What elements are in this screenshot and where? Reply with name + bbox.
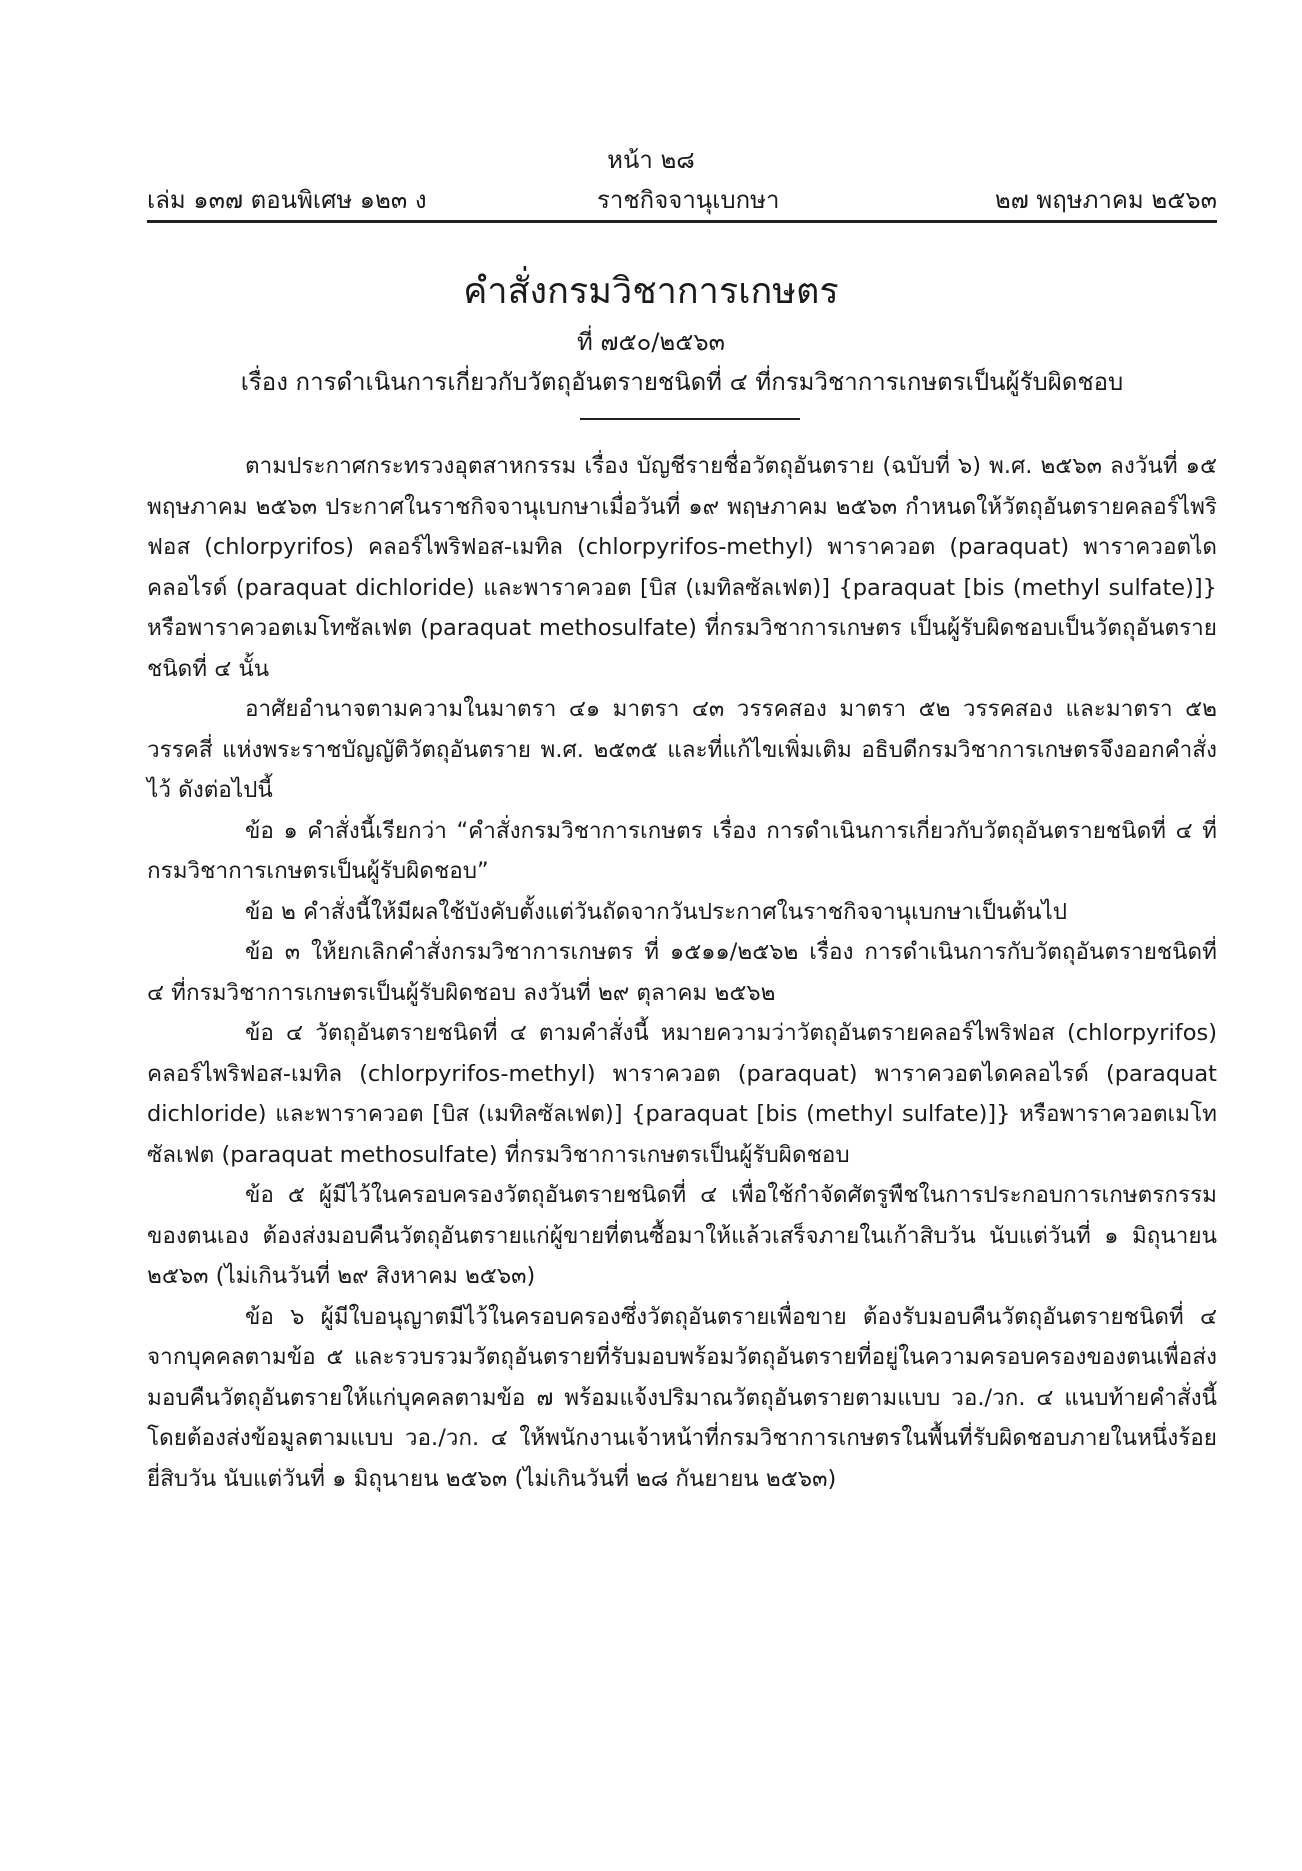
order-number: ที่ ๗๕๐/๒๕๖๓ — [576, 328, 726, 356]
publication-name: ราชกิจจานุเบกษา — [597, 186, 780, 214]
page-number: หน้า ๒๘ — [607, 146, 695, 174]
clause-1: ข้อ ๑ คำสั่งนี้เรียกว่า “คำสั่งกรมวิชาการเกษตร เรื่อง การดำเนินการเกี่ยวกับวัตถุอันตรายชนิดที่ ๔ ที่กรมวิชาการเกษตรเป็นผู้รับผิดชอบ” — [147, 817, 1217, 884]
publication-date: ๒๗ พฤษภาคม ๒๕๖๓ — [994, 186, 1217, 214]
clause-5: ข้อ ๕ ผู้มีไว้ในครอบครองวัตถุอันตรายชนิดที่ ๔ เพื่อใช้กำจัดศัตรูพืชในการประกอบการเกษตรกรรมของตนเอง ต้องส่งมอบคืนวัตถุอันตรายแก่ผู้ขายที่ตนซื้อมาให้แล้วเสร็จภายในเก้าสิบวัน นับแต่วันที่ ๑ มิถุนายน ๒๕๖๓ (ไม่เกินวันที่ ๒๙ สิงหาคม ๒๕๖๓) — [147, 1182, 1217, 1289]
volume-issue: เล่ม ๑๓๗ ตอนพิเศษ ๑๒๓ ง — [147, 186, 427, 214]
paragraph-preamble: ตามประกาศกระทรวงอุตสาหกรรม เรื่อง บัญชีรายชื่อวัตถุอันตราย (ฉบับที่ ๖) พ.ศ. ๒๕๖๓ ลงวันที่ ๑๕ พฤษภาคม ๒๕๖๓ ประกาศในราชกิจจานุเบกษาเมื่อวันที่ ๑๙ พฤษภาคม ๒๕๖๓ กำหนดให้วัตถุอันตรายคลอร์ไพริฟอส (chlorpyrifos) คลอร์ไพริฟอส-เมทิล (chlorpyrifos-methyl) พาราควอต (paraquat) พาราควอตไดคลอไรด์ (paraquat dichloride) และพาราควอต [บิส (เมทิลซัลเฟต)] {paraquat [bis (methyl sulfate)]} หรือพาราควอตเมโทซัลเฟต (paraquat methosulfate) ที่กรมวิชาการเกษตร เป็นผู้รับผิดชอบเป็นวัตถุอันตรายชนิดที่ ๔ นั้น — [147, 453, 1217, 682]
document-body — [147, 446, 1217, 1499]
clause-4: ข้อ ๔ วัตถุอันตรายชนิดที่ ๔ ตามคำสั่งนี้ หมายความว่าวัตถุอันตรายคลอร์ไพริฟอส (chlorpyrifos) คลอร์ไพริฟอส-เมทิล (chlorpyrifos-methyl) พาราควอต (paraquat) พาราควอตไดคลอไรด์ (paraquat dichloride) และพาราควอต [บิส (เมทิลซัลเฟต)] {paraquat [bis (methyl sulfate)]} หรือพาราควอตเมโทซัลเฟต (paraquat methosulfate) ที่กรมวิชาการเกษตรเป็นผู้รับผิดชอบ — [147, 1020, 1217, 1168]
gazette-header — [147, 180, 1217, 214]
document-title: คำสั่งกรมวิชาการเกษตร — [463, 271, 839, 312]
order-subject: เรื่อง การดำเนินการเกี่ยวกับวัตถุอันตรายชนิดที่ ๔ ที่กรมวิชาการเกษตรเป็นผู้รับผิดชอบ — [240, 368, 1124, 396]
title-divider — [580, 418, 800, 420]
header-divider — [147, 220, 1217, 223]
clause-3: ข้อ ๓ ให้ยกเลิกคำสั่งกรมวิชาการเกษตร ที่ ๑๕๑๑/๒๕๖๒ เรื่อง การดำเนินการกับวัตถุอันตรายชนิดที่ ๔ ที่กรมวิชาการเกษตรเป็นผู้รับผิดชอบ ลงวันที่ ๒๙ ตุลาคม ๒๕๖๒ — [147, 939, 1217, 1006]
clause-6: ข้อ ๖ ผู้มีใบอนุญาตมีไว้ในครอบครองซึ่งวัตถุอันตรายเพื่อขาย ต้องรับมอบคืนวัตถุอันตรายชนิดที่ ๔ จากบุคคลตามข้อ ๕ และรวบรวมวัตถุอันตรายที่รับมอบพร้อมวัตถุอันตรายที่อยู่ในความครอบครองของตนเพื่อส่งมอบคืนวัตถุอันตรายให้แก่บุคคลตามข้อ ๗ พร้อมแจ้งปริมาณวัตถุอันตรายตามแบบ วอ./วก. ๔ แนบท้ายคำสั่งนี้ โดยต้องส่งข้อมูลตามแบบ วอ./วก. ๔ ให้พนักงานเจ้าหน้าที่กรมวิชาการเกษตรในพื้นที่รับผิดชอบภายในหนึ่งร้อยยี่สิบวัน นับแต่วันที่ ๑ มิถุนายน ๒๕๖๓ (ไม่เกินวันที่ ๒๘ กันยายน ๒๕๖๓) — [147, 1303, 1217, 1492]
paragraph-authority: อาศัยอำนาจตามความในมาตรา ๔๑ มาตรา ๔๓ วรรคสอง มาตรา ๕๒ วรรคสอง และมาตรา ๕๒ วรรคสี่ แห่งพระราชบัญญัติวัตถุอันตราย พ.ศ. ๒๕๓๕ และที่แก้ไขเพิ่มเติม อธิบดีกรมวิชาการเกษตรจึงออกคำสั่งไว้ ดังต่อไปนี้ — [147, 696, 1217, 803]
clause-2: ข้อ ๒ คำสั่งนี้ให้มีผลใช้บังคับตั้งแต่วันถัดจากวันประกาศในราชกิจจานุเบกษาเป็นต้นไป — [245, 898, 1068, 925]
